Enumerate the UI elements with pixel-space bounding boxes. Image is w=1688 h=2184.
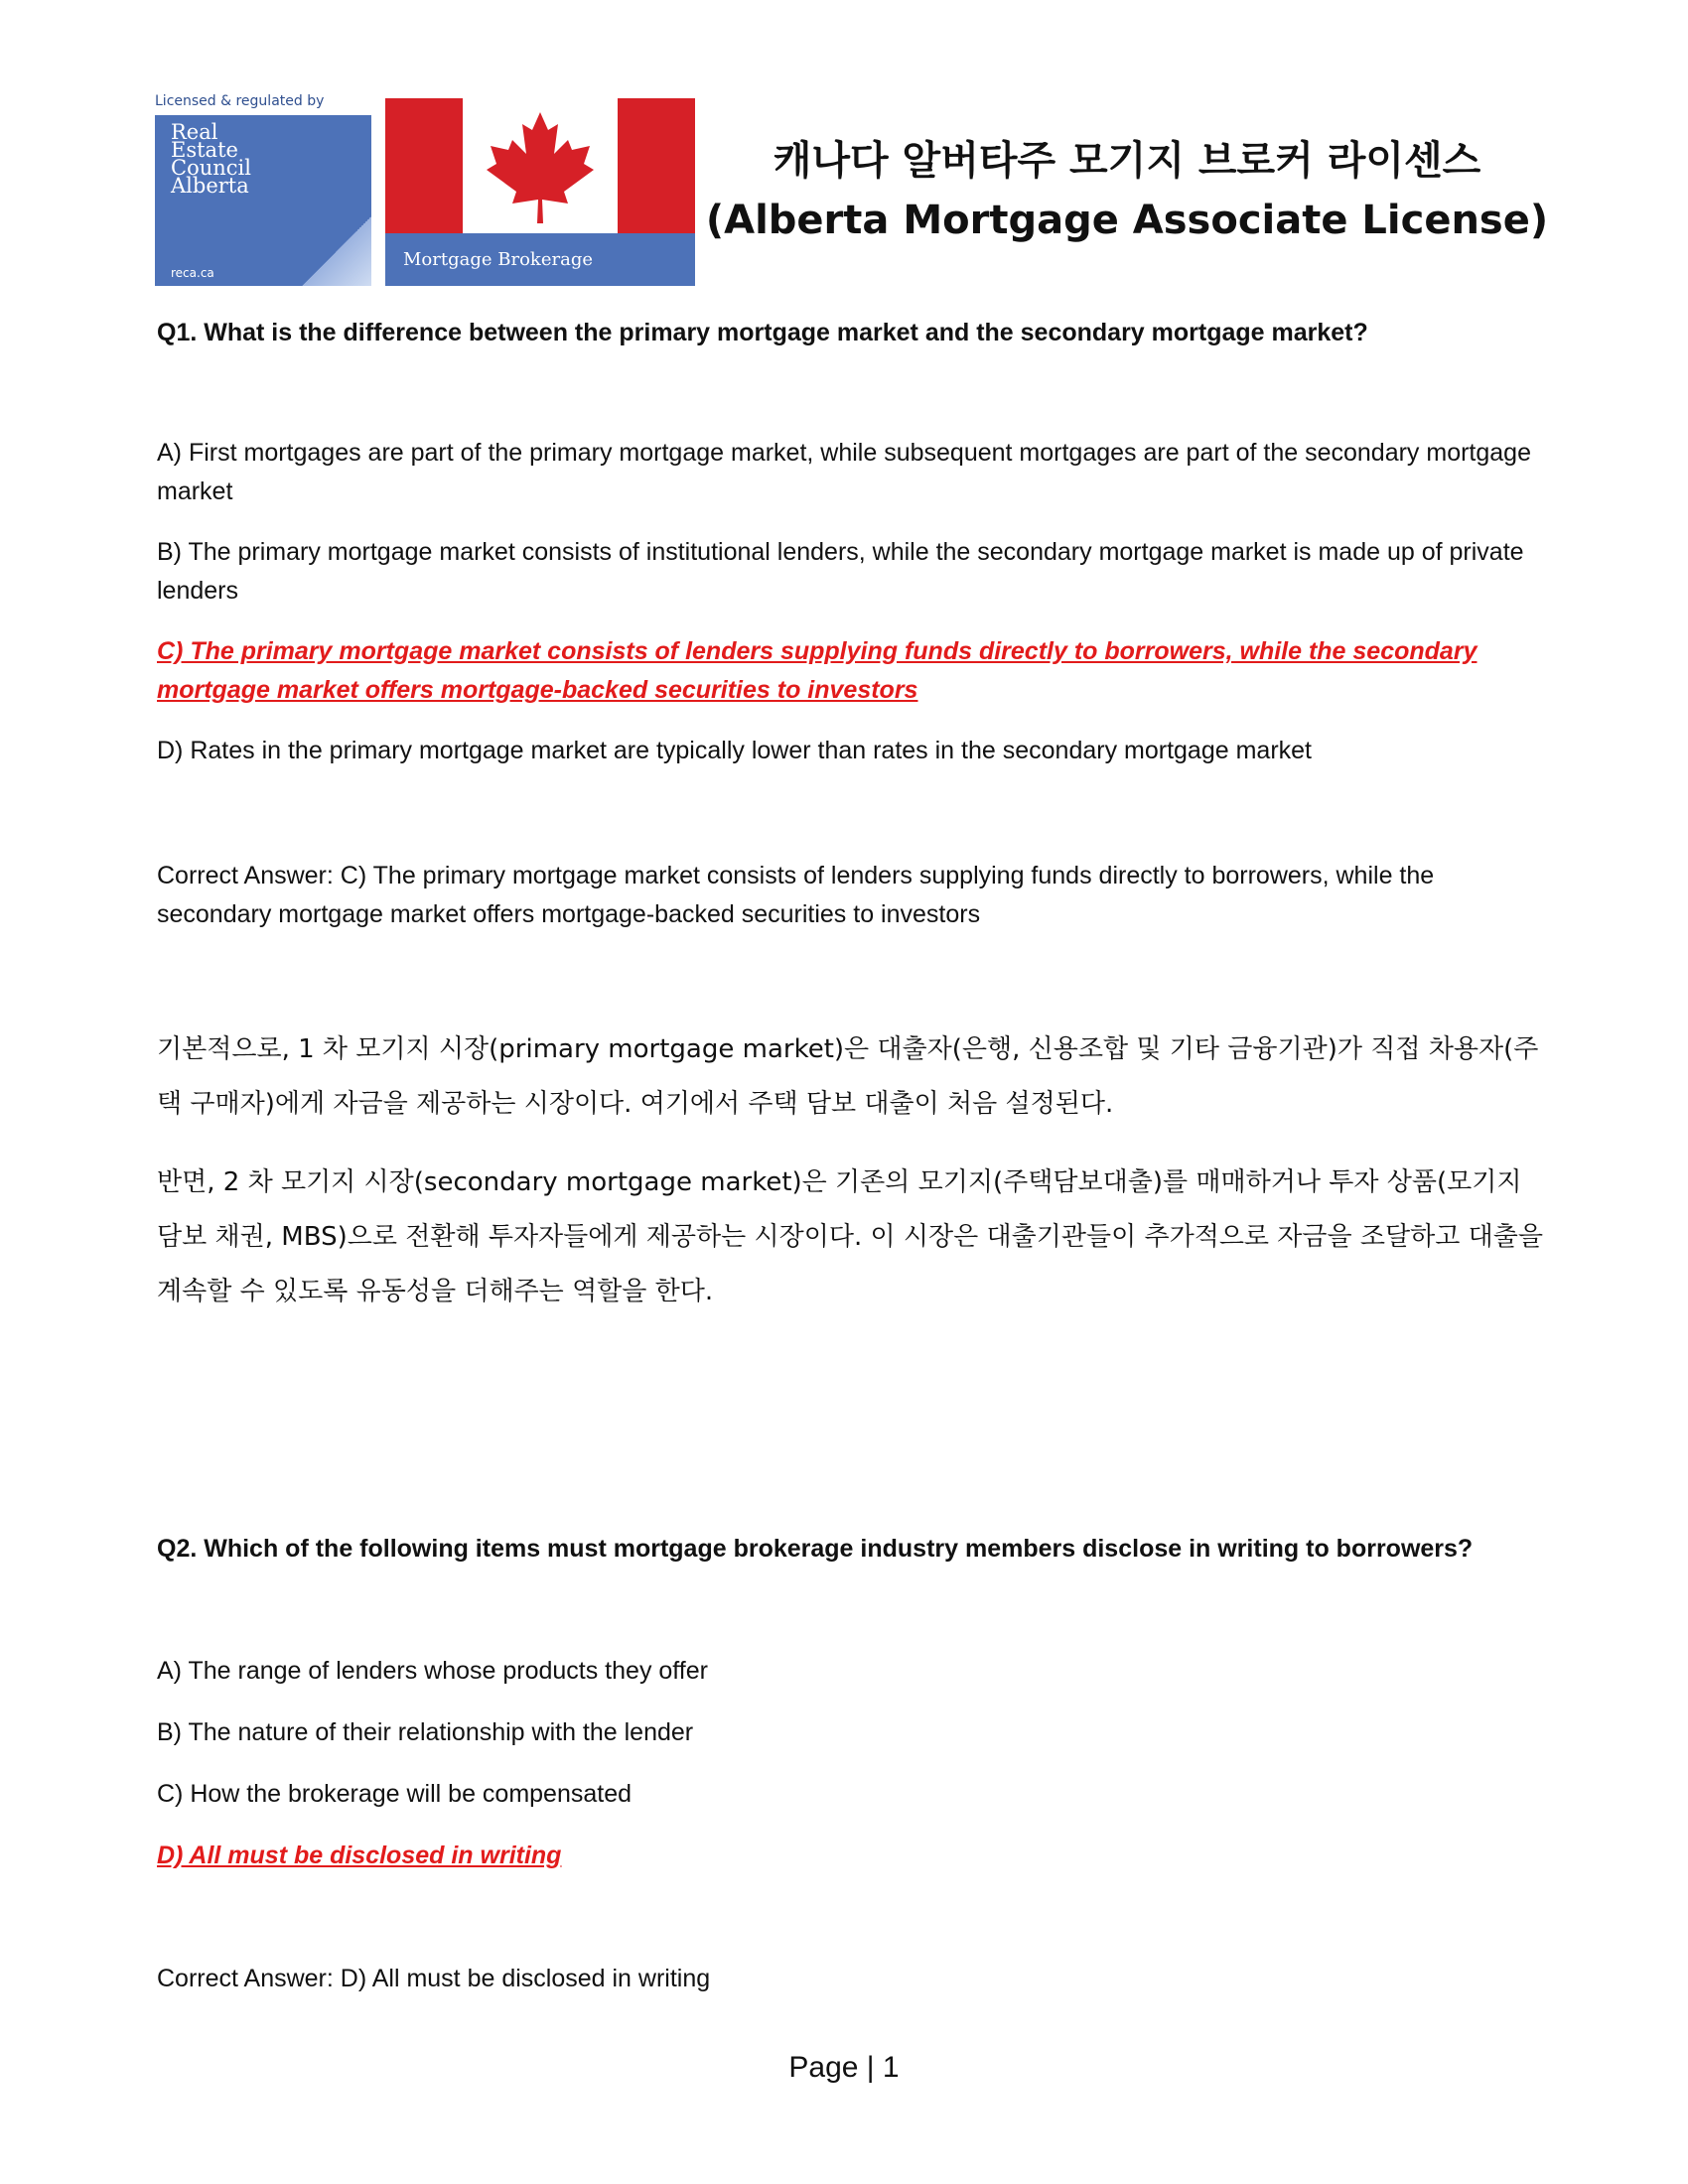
canada-flag: [385, 98, 695, 233]
mortgage-brokerage-logo: [385, 98, 695, 286]
maple-leaf-icon: [481, 110, 600, 225]
reca-url: reca.ca: [171, 266, 214, 280]
q1-option-d: D) Rates in the primary mortgage market are typically lower than rates in the secondary mortgage market: [157, 737, 1312, 764]
q1-option-b: B) The primary mortgage market consists of institutional lenders, while the secondary mortgage market is made up of private lenders: [157, 538, 1524, 605]
reca-name-line: Real: [171, 120, 218, 144]
q1-correct-answer: Correct Answer: C) The primary mortgage market consists of lenders supplying funds directly to borrowers, while the secondary mortgage market offers mortgage-backed securities to investors: [157, 862, 1435, 928]
reca-name-line: Alberta: [171, 174, 249, 198]
q2-correct-answer: Correct Answer: D) All must be disclosed in writing: [157, 1965, 711, 1992]
q2-option-b: B) The nature of their relationship with the lender: [157, 1718, 694, 1746]
q1-option-a: A) First mortgages are part of the primary mortgage market, while subsequent mortgages are part of the secondary mortgage market: [157, 439, 1531, 505]
brokerage-band: [385, 233, 695, 286]
question-2: Q2. Which of the following items must mortgage brokerage industry members disclose in writing to borrowers?: [157, 1535, 1474, 1563]
title-korean: 캐나다 알버타주 모기지 브로커 라이센스: [773, 138, 1481, 184]
reca-name-line: Council: [171, 156, 251, 180]
page-curl-icon: [302, 216, 371, 286]
q1-explanation-1: 기본적으로, 1 차 모기지 시장(primary mortgage market)은 대출자(은행, 신용조합 및 기타 금융기관)가 직접 차용자(주택 구매자)에게 자금을 제공하는 시장이다. 여기에서 주택 담보 대출이 처음 설정된다.: [157, 1034, 1539, 1119]
reca-logo-box: [155, 115, 371, 286]
q1-option-c-correct: C) The primary mortgage market consists of lenders supplying funds directly to borrowers, while the secondary mortgage market offers mortgage-backed securities to investors: [157, 637, 1477, 704]
reca-logo: [155, 91, 371, 286]
q1-explanation-2: 반면, 2 차 모기지 시장(secondary mortgage market)은 기존의 모기지(주택담보대출)를 매매하거나 투자 상품(모기지 담보 채권, MBS)으로 전환해 투자자들에게 제공하는 시장이다. 이 시장은 대출기관들이 추가적으로 자금을 조달하고 대출을 계속할 수 있도록 유동성을 더해주는 역할을 한다.: [157, 1167, 1543, 1306]
page-title: [705, 131, 1549, 250]
question-1: Q1. What is the difference between the primary mortgage market and the secondary mortgage market?: [157, 319, 1368, 346]
page-number: Page | 1: [788, 2051, 900, 2084]
reca-name: [171, 120, 251, 198]
title-english: (Alberta Mortgage Associate License): [705, 198, 1549, 243]
reca-name-line: Estate: [171, 138, 238, 162]
q2-option-d-correct: D) All must be disclosed in writing: [157, 1842, 562, 1869]
brokerage-band-text: Mortgage Brokerage: [403, 249, 593, 270]
reca-licensed-text: Licensed & regulated by: [155, 93, 325, 109]
q2-option-c: C) How the brokerage will be compensated: [157, 1780, 633, 1808]
q2-option-a: A) The range of lenders whose products they offer: [157, 1657, 708, 1685]
